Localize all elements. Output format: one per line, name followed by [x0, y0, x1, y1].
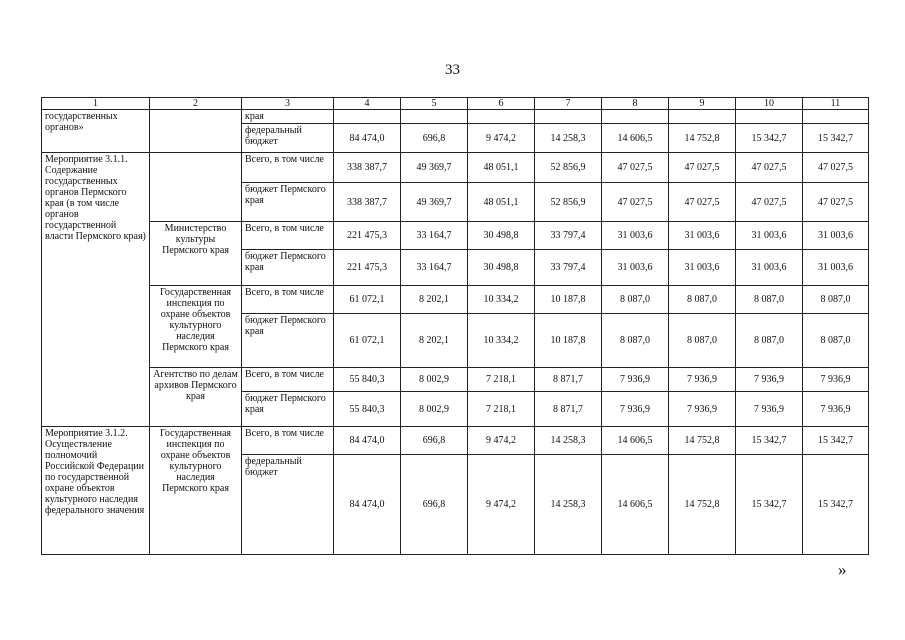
- value-cell: 31 003,6: [669, 222, 736, 250]
- value-cell: 696,8: [401, 124, 468, 153]
- value-cell: 8 087,0: [803, 314, 869, 368]
- value-cell: 61 072,1: [334, 314, 401, 368]
- value-cell: 8 087,0: [669, 314, 736, 368]
- value-cell: 7 218,1: [468, 368, 535, 392]
- activity-cell: Мероприятие 3.1.2. Осуществление полномочий Российской Федерации по государственной охране объектов культурного наследия федерального значения: [42, 427, 150, 555]
- value-cell: 47 027,5: [736, 153, 803, 183]
- value-cell: 47 027,5: [602, 183, 669, 222]
- value-cell: 52 856,9: [535, 153, 602, 183]
- closing-quote: »: [838, 560, 847, 579]
- value-cell: 8 087,0: [736, 286, 803, 314]
- source-cell: бюджет Пермского края: [242, 250, 334, 286]
- value-cell: [602, 110, 669, 124]
- value-cell: 33 797,4: [535, 222, 602, 250]
- value-cell: 31 003,6: [736, 250, 803, 286]
- value-cell: 7 936,9: [602, 368, 669, 392]
- value-cell: [736, 110, 803, 124]
- value-cell: 30 498,8: [468, 222, 535, 250]
- value-cell: 61 072,1: [334, 286, 401, 314]
- value-cell: 31 003,6: [669, 250, 736, 286]
- value-cell: 15 342,7: [803, 124, 869, 153]
- value-cell: 10 187,8: [535, 286, 602, 314]
- value-cell: 14 606,5: [602, 124, 669, 153]
- header-row: [42, 98, 869, 110]
- value-cell: 14 606,5: [602, 455, 669, 555]
- value-cell: 7 936,9: [736, 368, 803, 392]
- value-cell: 31 003,6: [803, 250, 869, 286]
- activity-cell: государственных органов»: [42, 110, 150, 153]
- value-cell: 84 474,0: [334, 124, 401, 153]
- value-cell: 30 498,8: [468, 250, 535, 286]
- table-row: [42, 153, 869, 183]
- column-header: 2: [150, 98, 242, 110]
- value-cell: 47 027,5: [669, 153, 736, 183]
- value-cell: 84 474,0: [334, 427, 401, 455]
- column-header: 9: [669, 98, 736, 110]
- value-cell: 221 475,3: [334, 250, 401, 286]
- value-cell: 31 003,6: [602, 222, 669, 250]
- value-cell: 7 936,9: [803, 392, 869, 427]
- value-cell: 9 474,2: [468, 124, 535, 153]
- column-header: 6: [468, 98, 535, 110]
- activity-cell: Мероприятие 3.1.1. Содержание государственных органов Пермского края (в том числе органов государственной власти Пермского края): [42, 153, 150, 427]
- source-cell: бюджет Пермского края: [242, 392, 334, 427]
- source-cell: Всего, в том числе: [242, 368, 334, 392]
- value-cell: 9 474,2: [468, 455, 535, 555]
- value-cell: 9 474,2: [468, 427, 535, 455]
- value-cell: 84 474,0: [334, 455, 401, 555]
- value-cell: [803, 110, 869, 124]
- source-cell: Всего, в том числе: [242, 222, 334, 250]
- column-header: 8: [602, 98, 669, 110]
- value-cell: 14 258,3: [535, 427, 602, 455]
- executor-cell: Агентство по делам архивов Пермского края: [150, 368, 242, 427]
- value-cell: 7 936,9: [669, 368, 736, 392]
- value-cell: 47 027,5: [803, 153, 869, 183]
- value-cell: 55 840,3: [334, 392, 401, 427]
- value-cell: 8 087,0: [736, 314, 803, 368]
- value-cell: 8 002,9: [401, 392, 468, 427]
- value-cell: 10 334,2: [468, 314, 535, 368]
- source-cell: бюджет Пермского края: [242, 183, 334, 222]
- value-cell: 47 027,5: [803, 183, 869, 222]
- value-cell: 33 797,4: [535, 250, 602, 286]
- source-cell: федеральный бюджет: [242, 455, 334, 555]
- value-cell: 31 003,6: [803, 222, 869, 250]
- value-cell: 8 871,7: [535, 368, 602, 392]
- value-cell: [334, 110, 401, 124]
- value-cell: 7 936,9: [736, 392, 803, 427]
- table-row: [42, 427, 869, 455]
- column-header: 7: [535, 98, 602, 110]
- value-cell: 14 752,8: [669, 427, 736, 455]
- value-cell: 7 936,9: [669, 392, 736, 427]
- value-cell: 696,8: [401, 427, 468, 455]
- value-cell: 338 387,7: [334, 183, 401, 222]
- value-cell: 8 871,7: [535, 392, 602, 427]
- value-cell: 33 164,7: [401, 222, 468, 250]
- budget-table: [41, 97, 869, 555]
- value-cell: 338 387,7: [334, 153, 401, 183]
- executor-cell: [150, 153, 242, 222]
- value-cell: 47 027,5: [736, 183, 803, 222]
- column-header: 10: [736, 98, 803, 110]
- value-cell: 15 342,7: [736, 427, 803, 455]
- value-cell: 8 202,1: [401, 314, 468, 368]
- value-cell: 10 334,2: [468, 286, 535, 314]
- value-cell: 55 840,3: [334, 368, 401, 392]
- executor-cell: Государственная инспекция по охране объектов культурного наследия Пермского края: [150, 427, 242, 555]
- value-cell: 8 002,9: [401, 368, 468, 392]
- source-cell: края: [242, 110, 334, 124]
- table-row: [42, 110, 869, 124]
- value-cell: 31 003,6: [736, 222, 803, 250]
- column-header: 5: [401, 98, 468, 110]
- source-cell: Всего, в том числе: [242, 286, 334, 314]
- value-cell: 15 342,7: [803, 455, 869, 555]
- value-cell: [468, 110, 535, 124]
- page-number: 33: [445, 62, 460, 78]
- value-cell: 14 752,8: [669, 124, 736, 153]
- value-cell: 14 258,3: [535, 455, 602, 555]
- source-cell: бюджет Пермского края: [242, 314, 334, 368]
- value-cell: [401, 110, 468, 124]
- value-cell: 7 936,9: [602, 392, 669, 427]
- column-header: 4: [334, 98, 401, 110]
- executor-cell: Государственная инспекция по охране объектов культурного наследия Пермского края: [150, 286, 242, 368]
- value-cell: 33 164,7: [401, 250, 468, 286]
- value-cell: 14 606,5: [602, 427, 669, 455]
- value-cell: 696,8: [401, 455, 468, 555]
- table-row: [42, 222, 869, 250]
- value-cell: 15 342,7: [803, 427, 869, 455]
- column-header: 11: [803, 98, 869, 110]
- value-cell: 31 003,6: [602, 250, 669, 286]
- value-cell: 10 187,8: [535, 314, 602, 368]
- value-cell: 47 027,5: [602, 153, 669, 183]
- value-cell: 48 051,1: [468, 183, 535, 222]
- value-cell: 14 752,8: [669, 455, 736, 555]
- value-cell: 47 027,5: [669, 183, 736, 222]
- executor-cell: Министерство культуры Пермского края: [150, 222, 242, 286]
- value-cell: 8 087,0: [669, 286, 736, 314]
- value-cell: 8 087,0: [803, 286, 869, 314]
- source-cell: Всего, в том числе: [242, 427, 334, 455]
- value-cell: 8 087,0: [602, 286, 669, 314]
- source-cell: Всего, в том числе: [242, 153, 334, 183]
- value-cell: 52 856,9: [535, 183, 602, 222]
- column-header: 3: [242, 98, 334, 110]
- value-cell: 15 342,7: [736, 455, 803, 555]
- value-cell: 7 936,9: [803, 368, 869, 392]
- value-cell: 14 258,3: [535, 124, 602, 153]
- value-cell: [535, 110, 602, 124]
- value-cell: 8 087,0: [602, 314, 669, 368]
- value-cell: 49 369,7: [401, 153, 468, 183]
- value-cell: 15 342,7: [736, 124, 803, 153]
- executor-cell: [150, 110, 242, 153]
- table-row: [42, 286, 869, 314]
- source-cell: федеральный бюджет: [242, 124, 334, 153]
- value-cell: 8 202,1: [401, 286, 468, 314]
- value-cell: 49 369,7: [401, 183, 468, 222]
- value-cell: 7 218,1: [468, 392, 535, 427]
- value-cell: 221 475,3: [334, 222, 401, 250]
- table-row: [42, 368, 869, 392]
- value-cell: 48 051,1: [468, 153, 535, 183]
- column-header: 1: [42, 98, 150, 110]
- value-cell: [669, 110, 736, 124]
